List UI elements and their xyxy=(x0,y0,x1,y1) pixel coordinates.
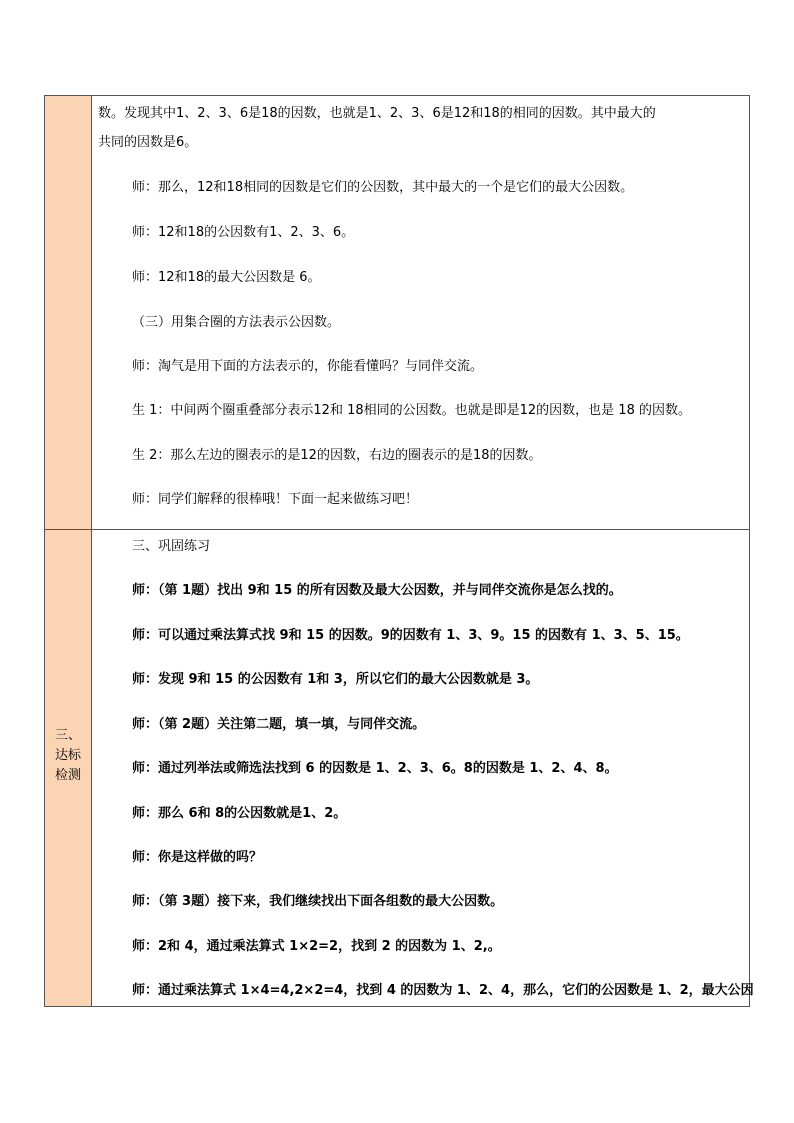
lesson-table xyxy=(44,95,754,1007)
table-row xyxy=(45,96,750,530)
text-line: 师：同学们解释的很棒哦！下面一起来做练习吧！ xyxy=(132,492,419,507)
text-line: 师：淘气是用下面的方法表示的，你能看懂吗？与同伴交流。 xyxy=(132,359,484,374)
section-label-line: 检测 xyxy=(54,768,81,783)
text-line: 师：（第 3题）接下来，我们继续找出下面各组数的最大公因数。 xyxy=(132,894,504,909)
section-heading: 三、巩固练习 xyxy=(132,539,211,554)
text-line: 师：12和18的公因数有1、2、3、6。 xyxy=(132,225,355,240)
subsection-heading: （三）用集合圈的方法表示公因数。 xyxy=(132,315,341,330)
section-label-line: 三、 xyxy=(54,728,81,743)
text-line: 师：可以通过乘法算式找 9和 15 的因数。9的因数有 1、3、9。15 的因数有 1、3、5、15。 xyxy=(132,628,689,643)
text-line: 师：12和18的最大公因数是 6。 xyxy=(132,270,321,285)
section-content-cell xyxy=(92,530,754,1007)
section-label xyxy=(45,530,91,786)
text-line: 生 1：中间两个圈重叠部分表示12和 18相同的公因数。也就是即是12的因数，也是 18 的因数。 xyxy=(132,403,691,418)
text-line: 师：通过列举法或筛选法找到 6 的因数是 1、2、3、6。8的因数是 1、2、4、8。 xyxy=(132,761,618,776)
text-line: 师：那么，12和18相同的因数是它们的公因数，其中最大的一个是它们的最大公因数。 xyxy=(132,180,634,195)
table-row xyxy=(45,530,750,1007)
text-line: 师：你是这样做的吗？ xyxy=(132,850,263,865)
section-label-cell xyxy=(45,530,92,1007)
text-line: 师：（第 2题）关注第二题，填一填，与同伴交流。 xyxy=(132,717,426,732)
section-content-cell xyxy=(92,96,750,530)
text-line: 师：那么 6和 8的公因数就是1、2。 xyxy=(132,806,347,821)
text-line: 师：2和 4，通过乘法算式 1×2=2，找到 2 的因数为 1、2,。 xyxy=(132,939,501,954)
text-line: 师：（第 1题）找出 9和 15 的所有因数及最大公因数，并与同伴交流你是怎么找的。 xyxy=(132,583,622,598)
text-line: 师：发现 9和 15 的公因数有 1和 3，所以它们的最大公因数就是 3。 xyxy=(132,672,539,687)
text-line: 师：通过乘法算式 1×4=4,2×2=4，找到 4 的因数为 1、2、4，那么，它们的公因数是 1、2，最大公因 xyxy=(132,983,754,998)
text-line: 生 2：那么左边的圈表示的是12的因数，右边的圈表示的是18的因数。 xyxy=(132,448,542,463)
section-label-cell xyxy=(45,96,92,530)
text-line: 数。发现其中1、2、3、6是18的因数，也就是1、2、3、6是12和18的相同的因数。其中最大的 xyxy=(98,106,656,121)
section-label-line: 达标 xyxy=(54,748,81,763)
text-line: 共同的因数是6。 xyxy=(98,135,198,150)
